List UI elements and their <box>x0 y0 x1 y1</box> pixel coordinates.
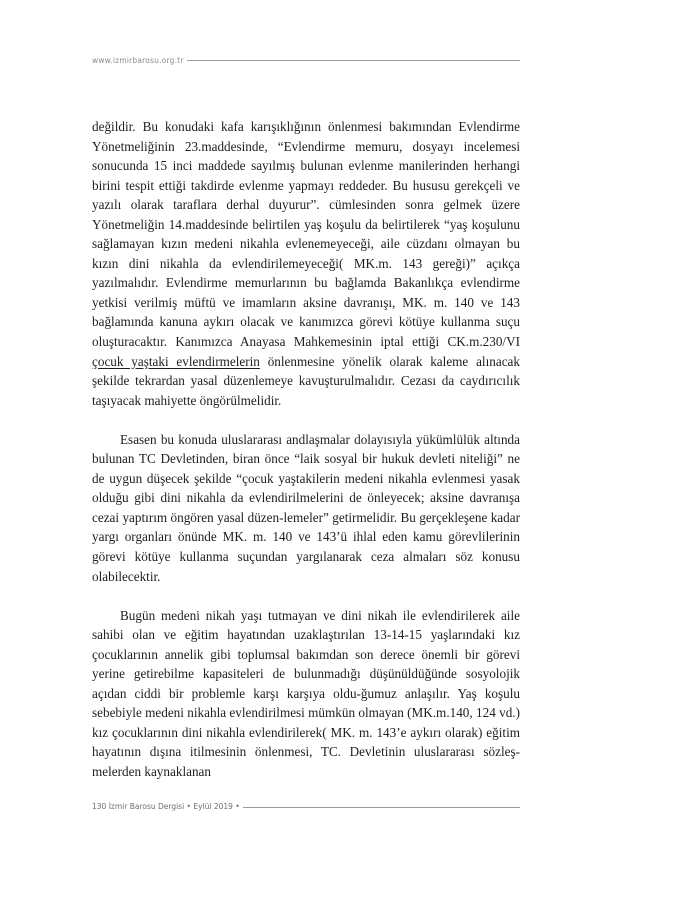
footer-rule <box>243 807 520 808</box>
paragraph-1 <box>92 117 520 410</box>
paragraph-2: Esasen bu konuda uluslararası andlaşmalar dolayısıyla yükümlülük altında bulunan TC Devletinden, biran önce “laik sosyal bir hukuk devleti niteliği” ne de uygun düşecek şekilde “çocuk yaştakilerin medeni nikahla evlenmesi yasak olduğu gibi dini nikahla da evlendirilmelerini de önleyecek; aksine davranışa cezai yaptırım öngören yasal düzen-lemeler” getirmelidir. Bu gerçekleşene kadar yargı organları önünde MK. m. 140 ve 143’ü ihlal eden kamu görevlilerinin görevi kötüye kullanma suçundan yargılanarak ceza almaları söz konusu olabilecektir. <box>92 431 520 584</box>
header-rule <box>187 60 520 61</box>
article-body <box>92 117 520 782</box>
paragraph-3: Bugün medeni nikah yaşı tutmayan ve dini nikah ile evlendirilerek aile sahibi olan ve eğitim hayatından uzaklaştırılan 13-14-15 yaşlarındaki kız çocuklarının annelik gibi toplumsal bakımdan son derece önemli bir görevi yerine getirebilme kapasiteleri de bulunmadığı düşünüldüğünde sosyolojik açıdan ciddi bir problemle karşı karşıya oldu-ğumuz anlaşılır. Yaş koşulu sebebiyle medeni nikahla evlendirilmesi mümkün olmayan (MK.m.140, 124 vd.) kız çocuklarının dini nikahla evlendirilerek( MK. m. 143’e aykırı olarak) eğitim hayatının dışına itilmesinin önlenmesi, TC. Devletinin uluslararası sözleş-melerden kaynaklanan <box>92 607 520 779</box>
page-header <box>92 53 520 67</box>
paragraph-1-text-before: değildir. Bu konudaki kafa karışıklığının önlenmesi bakımından Evlendirme Yönetmeliğinin 23.maddesinde, “Evlendirme memuru, dosyayı incelemesi sonucunda 15 inci maddede sayılmış bulunan evlenme manilerinden herhangi birini tespit ettiği takdirde evlenme yapmayı reddeder. Bu hususu gerekçeli ve yazılı olarak taraflara derhal duyurur”. cümlesinden sonra gelmek üzere Yönetmeliğin 14.maddesinde belirtilen yaş koşulu da belirtilerek “yaş koşulunu sağlamayan kızın medeni nikahla evlenemeyeceği, aile cüzdanı olmayan bu kızın dini nikahla da evlendirilemeyeceği( MK.m. 143 gereği)” açıkça yazılmalıdır. Evlendirme memurlarının bu bağlamda Bakanlıkça evlendirme yetkisi verilmiş müftü ve imamların aksine davranışı, MK. m. 140 ve 143 bağlamında kanuna aykırı olacak ve kanımızca görevi kötüye kullanma suçu oluşturacaktır. Kanımızca Anayasa Mahkemesinin iptal ettiği CK.m.230/VI <box>92 119 520 350</box>
paragraph-1-text-after: önlenmesine yönelik olarak kaleme alınacak şekilde tekrardan yasal düzenlemeye kavuşturulmalıdır. Cezası da caydırıcılık taşıyacak mahiyette öngörülmelidir. <box>92 353 520 408</box>
footer-text: 130 İzmir Barosu Dergisi • Eylül 2019 • <box>92 801 240 811</box>
underlined-phrase: çocuk yaştaki evlendirmelerin <box>92 353 260 369</box>
header-url: www.izmirbarosu.org.tr <box>92 55 184 65</box>
page-footer <box>92 799 520 813</box>
